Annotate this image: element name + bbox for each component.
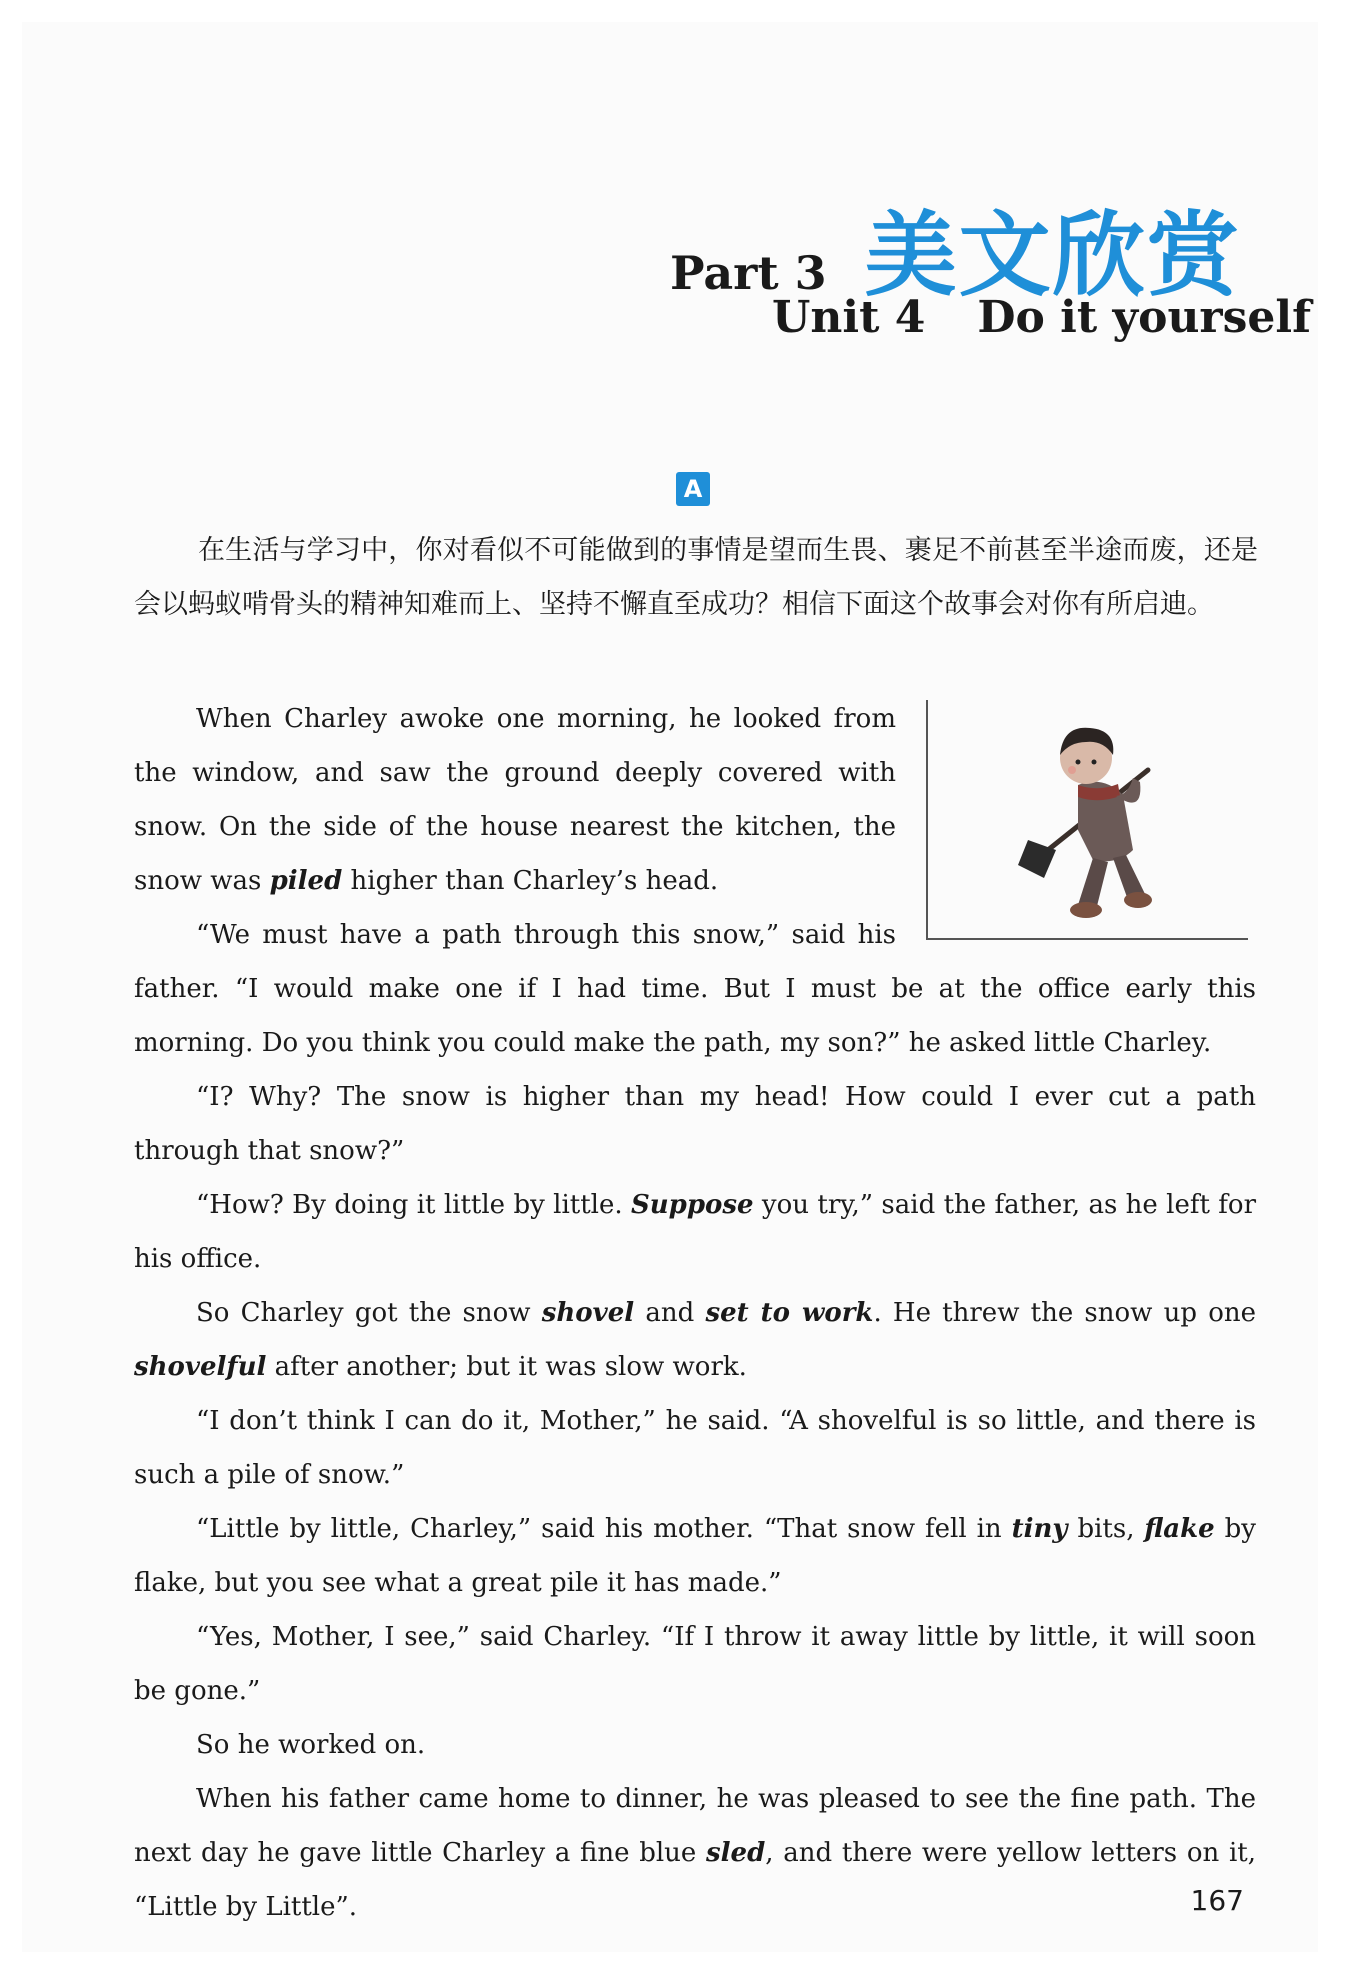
page [22,22,1318,1952]
story-paragraph-10: When his father came home to dinner, he was pleased to see the fine path. The next day he gave little Charley a fine blue sled, and there were yellow letters on it, “Little by Little”. [134,1784,1256,1922]
story-paragraph-2: “We must have a path through this snow,” said his father. “I would make one if I had time. But I must be at the office early this morning. Do you think you could make the path, my son?” he asked little Charley. [134,920,1256,1058]
story-paragraph-8: “Yes, Mother, I see,” said Charley. “If I throw it away little by little, it will soon be gone.” [134,1622,1256,1706]
part-label: Part 3 [670,246,827,300]
page-number: 167 [1190,1884,1244,1917]
keyword-tiny: tiny [1011,1514,1068,1544]
keyword-set-to-work: set to work [705,1298,874,1328]
keyword-flake: flake [1144,1514,1215,1544]
story-text [134,692,1256,1934]
story-paragraph-3: “I? Why? The snow is higher than my head! How could I ever cut a path through that snow?” [134,1082,1256,1166]
keyword-piled: piled [269,866,343,896]
story-paragraph-7: “Little by little, Charley,” said his mother. “That snow fell in tiny bits, flake by flake, but you see what a great pile it has made.” [134,1514,1256,1598]
part-header [670,202,1241,309]
story-paragraph-9: So he worked on. [196,1730,426,1760]
chinese-intro: 在生活与学习中，你对看似不可能做到的事情是望而生畏、裹足不前甚至半途而废，还是会以蚂蚁啃骨头的精神知难而上、坚持不懈直至成功？相信下面这个故事会对你有所启迪。 [134,535,1258,620]
unit-heading [772,292,1311,343]
section-badge: A [676,472,710,506]
story-paragraph-5: So Charley got the snow shovel and set to work. He threw the snow up one shovelful after another; but it was slow work. [134,1298,1256,1382]
unit-label: Unit 4 [772,292,926,343]
keyword-suppose: Suppose [631,1190,754,1220]
story-paragraph-1: When Charley awoke one morning, he looked from the window, and saw the ground deeply covered with snow. On the side of the house nearest the kitchen, the snow was piled higher than Charley’s head. [134,704,896,896]
story-paragraph-4: “How? By doing it little by little. Suppose you try,” said the father, as he left for his office. [134,1190,1257,1274]
keyword-sled: sled [706,1838,766,1868]
story-paragraph-6: “I don’t think I can do it, Mother,” he said. “A shovelful is so little, and there is such a pile of snow.” [134,1406,1256,1490]
keyword-shovel: shovel [541,1298,635,1328]
part-title: 美文欣赏 [864,202,1241,309]
keyword-shovelful: shovelful [134,1352,267,1382]
unit-title: Do it yourself [977,292,1312,343]
